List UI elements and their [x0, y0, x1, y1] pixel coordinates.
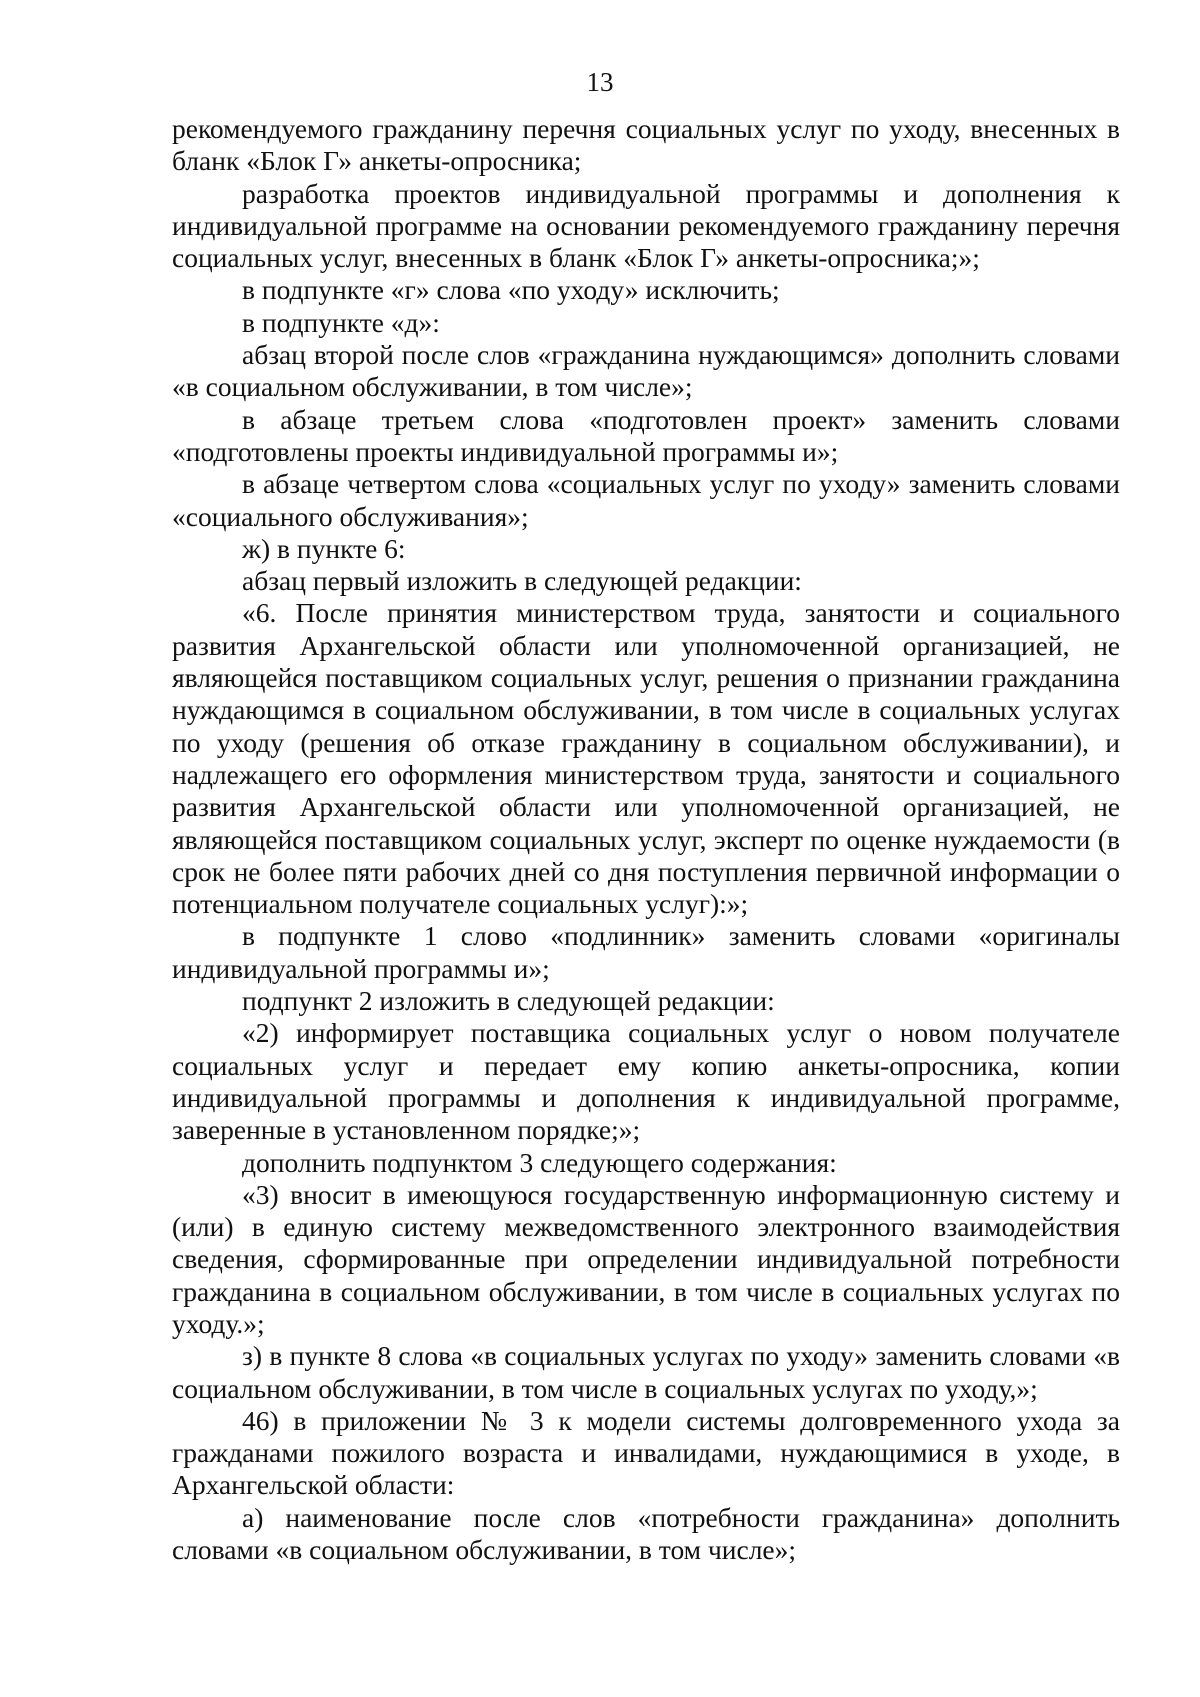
paragraph: в подпункте 1 слово «подлинник» заменить словами «оригиналы индивидуальной программы и»; [172, 920, 1120, 984]
paragraph: в абзаце четвертом слова «социальных услуг по уходу» заменить словами «социального обслуживания»; [172, 468, 1120, 532]
paragraph: а) наименование после слов «потребности гражданина» дополнить словами «в социальном обслуживании, в том числе»; [172, 1501, 1120, 1566]
paragraph: разработка проектов индивидуальной программы и дополнения к индивидуальной программе на основании рекомендуемого гражданину перечня социальных услуг, внесенных в бланк «Блок Г» анкеты-опросника;»; [172, 177, 1120, 274]
paragraph: з) в пункте 8 слова «в социальных услугах по уходу» заменить словами «в социальном обслуживании, в том числе в социальных услугах по уходу,»; [172, 1340, 1120, 1404]
paragraph: в подпункте «д»: [242, 306, 440, 338]
paragraph: ж) в пункте 6: [242, 532, 406, 564]
paragraph: «6. После принятия министерством труда, занятости и социального развития Архангельской области или уполномоченной организацией, не являющейся поставщиком социальных услуг, решения о признании гражданина нуждающимся в социальном обслуживании, в том числе в социальных услугах по уходу (решения об отказе гражданину в социальном обслуживании), и надлежащего его оформления министерством труда, занятости и социального развития Архангельской области или уполномоченной организацией, не являющейся поставщиком социальных услуг, эксперт по оценке нуждаемости (в срок не более пяти рабочих дней со дня поступления первичной информации о потенциальном получателе социальных услуг):»; [172, 597, 1120, 920]
paragraph: подпункт 2 изложить в следующей редакции: [242, 985, 775, 1017]
paragraph: абзац второй после слов «гражданина нуждающимся» дополнить словами «в социальном обслуживании, в том числе»; [172, 339, 1120, 403]
paragraph: дополнить подпунктом 3 следующего содержания: [242, 1146, 837, 1178]
paragraph: «2) информирует поставщика социальных услуг о новом получателе социальных услуг и передает ему копию анкеты-опросника, копии индивидуальной программы и дополнения к индивидуальной программе, заверенные в установленном порядке;»; [172, 1017, 1120, 1146]
paragraph: 46) в приложении № 3 к модели системы долговременного ухода за гражданами пожилого возраста и инвалидами, нуждающимися в уходе, в Архангельской области: [172, 1404, 1120, 1501]
page-number: 13 [586, 67, 614, 97]
paragraph: абзац первый изложить в следующей редакции: [242, 565, 802, 597]
document-body [172, 113, 1120, 1566]
paragraph: рекомендуемого гражданину перечня социальных услуг по уходу, внесенных в бланк «Блок Г» анкеты-опросника; [172, 113, 1120, 177]
paragraph: в подпункте «г» слова «по уходу» исключить; [242, 274, 780, 306]
paragraph: «3) вносит в имеющуюся государственную информационную систему и (или) в единую систему межведомственного электронного взаимодействия сведения, сформированные при определении индивидуальной потребности гражданина в социальном обслуживании, в том числе в социальных услугах по уходу.»; [172, 1178, 1120, 1339]
paragraph: в абзаце третьем слова «подготовлен проект» заменить словами «подготовлены проекты индивидуальной программы и»; [172, 403, 1120, 467]
